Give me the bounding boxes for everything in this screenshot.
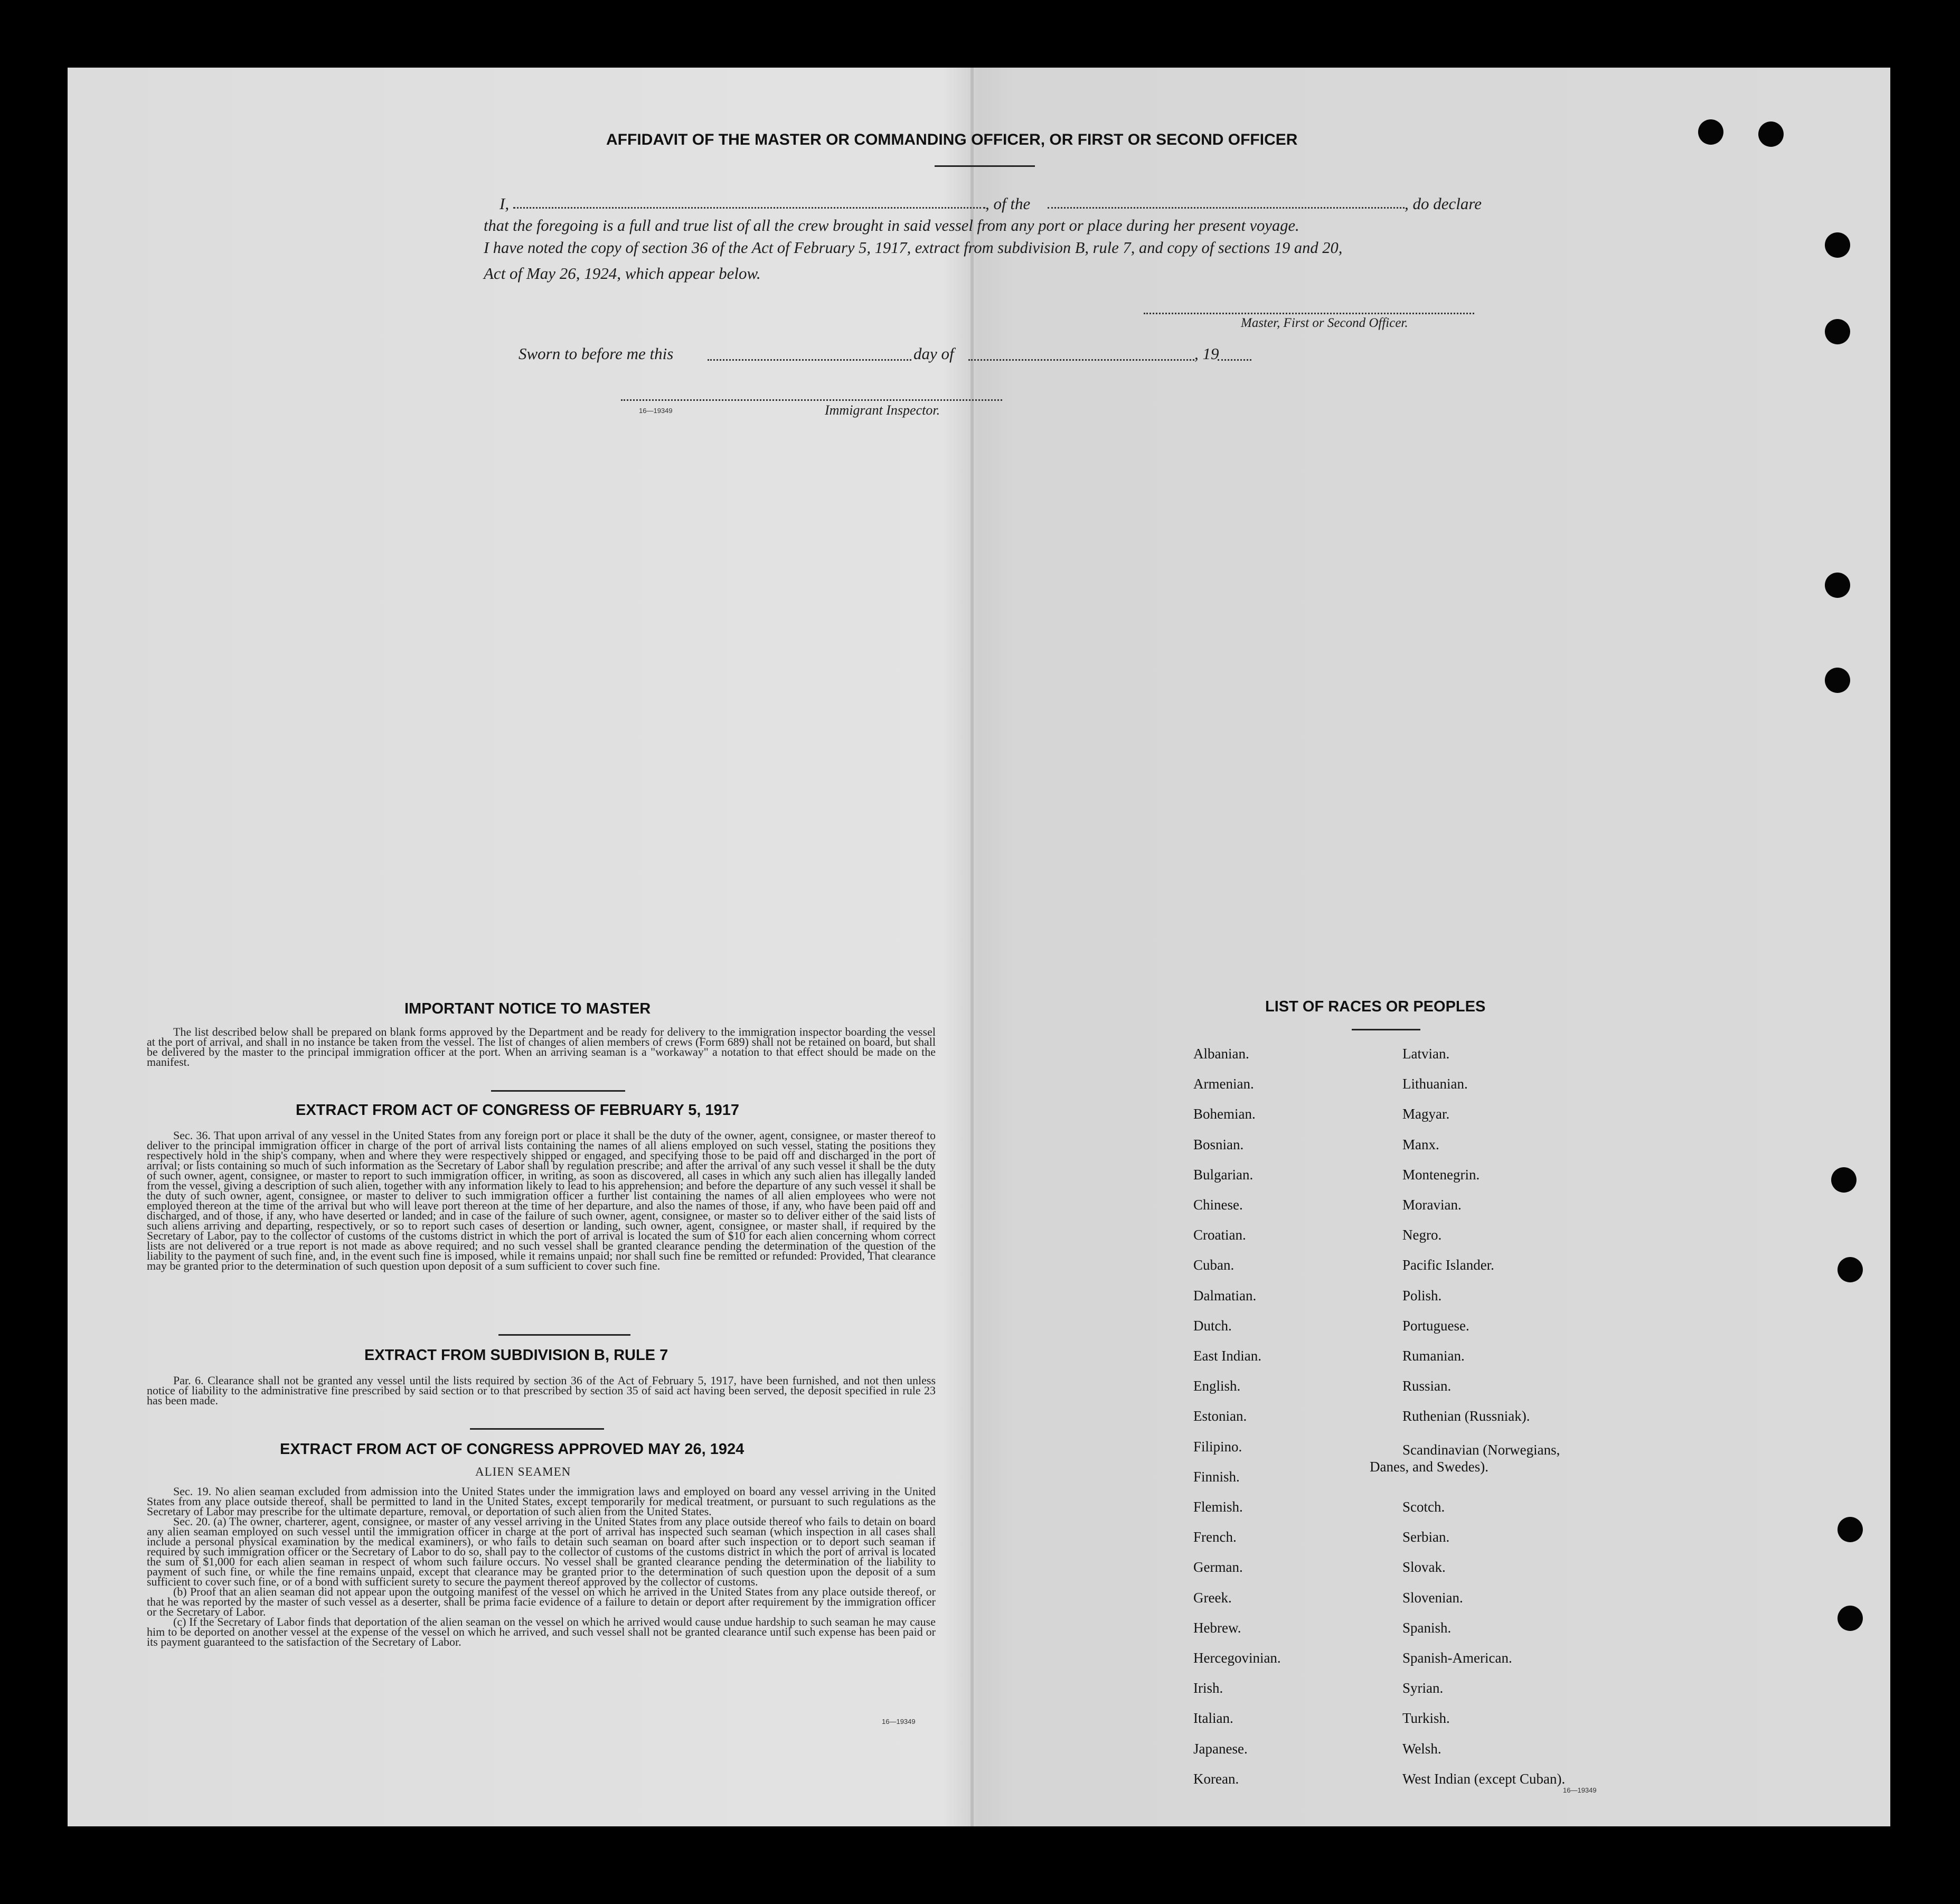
sec19-paragraph: Sec. 19. No alien seaman excluded from admission into the United States under the immigration laws and employed on board any vessel arriving in the United States from any place outside thereof, shall be permitted to land in the United States, except temporarily for medical treatment, or pursuant to such regulations as the Secretary of Labor may prescribe for the ultimate departure, removal, or deportation of such alien from the United States. [147, 1485, 936, 1518]
name-blank [513, 207, 985, 209]
race-item: Manx. [1402, 1136, 1439, 1152]
year-blank [1218, 359, 1251, 361]
affidavit-line1-end: , do declare [1405, 194, 1482, 213]
race-item: Dutch. [1193, 1317, 1232, 1334]
race-item: Moravian. [1402, 1197, 1462, 1213]
race-item: Bulgarian. [1193, 1166, 1254, 1183]
extract-rule7-title: EXTRACT FROM SUBDIVISION B, RULE 7 [364, 1347, 668, 1364]
affidavit-line3: I have noted the copy of section 36 of the Act of February 5, 1917, extract from subdivision B, rule 7, and copy of sections 19 and 20, [484, 239, 1343, 257]
race-item: Rumanian. [1402, 1348, 1465, 1364]
extract-1924-text [147, 1486, 936, 1647]
race-item: West Indian (except Cuban). [1402, 1770, 1566, 1787]
notice-paragraph: The list described below shall be prepared on blank forms approved by the Department and be ready for delivery to the immigration inspector boarding the vessel at the port of arrival, and shall in no instance be taken from the vessel. The list of changes of alien members of crews (Form 689) shall not be retained on board, but shall be delivered by the master to the principal immigration officer at the port. When an arriving seaman is a "workaway" a notation to that effect should be made on the manifest. [147, 1025, 936, 1068]
notice-title: IMPORTANT NOTICE TO MASTER [404, 1000, 651, 1017]
alien-seamen-subtitle: ALIEN SEAMEN [475, 1465, 571, 1478]
sworn-start: Sworn to before me this [519, 344, 674, 363]
race-item: Irish. [1193, 1680, 1223, 1696]
punch-hole [1838, 1606, 1863, 1631]
extract-rule7-text [147, 1375, 936, 1405]
race-item: Bohemian. [1193, 1106, 1256, 1122]
race-item: Japanese. [1193, 1740, 1248, 1757]
race-item: Lithuanian. [1402, 1076, 1468, 1092]
day-blank [708, 359, 911, 361]
race-item: Pacific Islander. [1402, 1257, 1494, 1273]
race-item: Ruthenian (Russniak). [1402, 1408, 1530, 1424]
punch-hole [1838, 1517, 1863, 1542]
punch-hole [1825, 319, 1850, 344]
extract-1917-title: EXTRACT FROM ACT OF CONGRESS OF FEBRUARY 5, 1917 [296, 1102, 740, 1119]
section-divider [470, 1428, 604, 1430]
affidavit-form-number: 16—19349 [639, 407, 673, 415]
race-item: Spanish-American. [1402, 1650, 1512, 1666]
races-divider [1352, 1029, 1420, 1030]
race-item: Korean. [1193, 1770, 1239, 1787]
affidavit-title: AFFIDAVIT OF THE MASTER OR COMMANDING OFFICER, OR FIRST OR SECOND OFFICER [606, 131, 1298, 148]
race-item: Finnish. [1193, 1468, 1240, 1485]
race-item: Slovenian. [1402, 1589, 1463, 1606]
affidavit-line2: that the foregoing is a full and true list of all the crew brought in said vessel from any port or place during her present voyage. [484, 217, 1299, 235]
race-item: Latvian. [1402, 1046, 1450, 1062]
signature-blank [1144, 313, 1474, 314]
race-item: Cuban. [1193, 1257, 1235, 1273]
par6-paragraph: Par. 6. Clearance shall not be granted any vessel until the lists required by section 36 of the Act of February 5, 1917, have been furnished, and not then unless notice of liability to the administrative fine prescribed by said section or to that prescribed by section 35 of said act having been served, the deposit specified in rule 23 has been made. [147, 1374, 936, 1407]
sworn-end: , 19 [1194, 344, 1219, 363]
race-item: Bosnian. [1193, 1136, 1244, 1152]
race-item: Greek. [1193, 1589, 1232, 1606]
vessel-blank [1048, 207, 1405, 209]
punch-hole [1698, 119, 1723, 145]
punch-hole [1825, 668, 1850, 693]
race-item: Portuguese. [1402, 1317, 1469, 1334]
master-label: Master, First or Second Officer. [1241, 316, 1408, 330]
race-item: Filipino. [1193, 1438, 1242, 1455]
race-item: Magyar. [1402, 1106, 1450, 1122]
race-item: Albanian. [1193, 1046, 1249, 1062]
sec20b-paragraph: (b) Proof that an alien seaman did not appear upon the outgoing manifest of the vessel on which he arrived in the United States from any place outside thereof, or that he was reported by the master of such vessel as a deserter, shall be prima facie evidence of a failure to detain or deport after requirement by the immigration officer or the Secretary of Labor. [147, 1585, 936, 1618]
race-item: Danes, and Swedes). [1370, 1458, 1488, 1475]
race-item: Dalmatian. [1193, 1287, 1257, 1303]
section-divider [498, 1334, 630, 1336]
race-item: Serbian. [1402, 1529, 1450, 1545]
race-item: Chinese. [1193, 1197, 1243, 1213]
race-item: Russian. [1402, 1378, 1452, 1394]
race-item: French. [1193, 1529, 1237, 1545]
extract-form-number: 16—19349 [882, 1718, 916, 1725]
race-item: Negro. [1402, 1227, 1442, 1243]
sec20a-paragraph: Sec. 20. (a) The owner, charterer, agent, consignee, or master of any vessel arriving in the United States from any place outside thereof who fails to detain on board any alien seaman employed on such vessel until the immigration officer in charge at the port of arrival has inspected such seaman (which inspection in all cases shall include a personal physical examination by the medical examiners), or who fails to detain such seaman on board after such inspection or to deport such seaman if required by such immigration officer or the Secretary of Labor to do so, shall pay to the collector of customs of the customs district in which the port of arrival is located the sum of $1,000 for each alien seaman in respect of whom such failure occurs. No vessel shall be granted clearance pending the determination of the liability to payment of such fine, or while the fine remains unpaid, except that clearance may be granted prior to the determination of such question upon the deposit of a sum sufficient to cover such fine, or of a bond with sufficient surety to secure the payment thereof approved by the collector of customs. [147, 1515, 936, 1588]
race-item: Syrian. [1402, 1680, 1444, 1696]
extract-1917-text [147, 1130, 936, 1271]
punch-hole [1831, 1167, 1857, 1193]
race-item: German. [1193, 1559, 1243, 1575]
race-item: Armenian. [1193, 1076, 1254, 1092]
sec20c-paragraph: (c) If the Secretary of Labor finds that deportation of the alien seaman on the vessel on which he arrived would cause undue hardship to such seaman he may cause him to be deported on another vessel at the expense of the vessel on which he arrived, and such vessel shall not be granted clearance until such expense has been paid or its payment guaranteed to the satisfaction of the Secretary of Labor. [147, 1615, 936, 1648]
affidavit-line1-mid: , of the [985, 194, 1031, 213]
race-item: East Indian. [1193, 1348, 1261, 1364]
page-fold [970, 68, 974, 1826]
races-title: LIST OF RACES OR PEOPLES [1265, 998, 1486, 1015]
affidavit-line1-start: I, [500, 194, 510, 213]
race-item: English. [1193, 1378, 1241, 1394]
race-item: Welsh. [1402, 1740, 1441, 1757]
punch-hole [1825, 232, 1850, 258]
race-item: Polish. [1402, 1287, 1442, 1303]
extract-1924-title: EXTRACT FROM ACT OF CONGRESS APPROVED MAY 26, 1924 [280, 1441, 745, 1458]
race-item: Slovak. [1402, 1559, 1446, 1575]
race-item: Scotch. [1402, 1499, 1445, 1515]
race-item: Turkish. [1402, 1710, 1450, 1727]
inspector-blank [621, 399, 1002, 401]
sworn-mid: day of [913, 344, 954, 363]
punch-hole [1758, 121, 1784, 147]
sec36-paragraph: Sec. 36. That upon arrival of any vessel in the United States from any foreign port or place it shall be the duty of the owner, agent, consignee, or master thereof to deliver to the principal immigration officer in charge of the port of arrival lists containing the names of all aliens employed on such vessel, stating the positions they respectively hold in the ship's company, when and where they were respectively shipped or engaged, and specifying those to be paid off and discharged in the port of arrival; or lists containing so much of such information as the Secretary of Labor shall by regulation prescribe; and after the arrival of any such vessel it shall be the duty of such owner, agent, consignee, or master to report to such immigration officer, in writing, as soon as discovered, all cases in which any such alien has illegally landed from the vessel, giving a description of such alien, together with any information likely to lead to his apprehension; and before the departure of any such vessel it shall be the duty of such owner, agent, consignee, or master to deliver to such immigration officer a further list containing the names of all alien employees who were not employed thereon at the time of the arrival but who will leave port thereon at the time of her departure, and also the names of those, if any, who have been paid off and discharged, and of those, if any, who have deserted or landed; and in case of the failure of such owner, agent, consignee, or master so to deliver either of the said lists of such aliens arriving and departing, respectively, or so to report such cases of desertion or landing, such owner, agent, consignee, or master shall, if required by the Secretary of Labor, pay to the collector of customs of the customs district in which the port of arrival is located the sum of $10 for each alien concerning whom correct lists are not delivered or a true report is not made as above required; and no such vessel shall be granted clearance pending the determination of the question of the liability to the payment of such fine, and, in the event such fine is imposed, while it remains unpaid; nor shall such fine be remitted or refunded: Provided, That clearance may be granted prior to the determination of such question upon deposit of a sum sufficient to cover such fine. [147, 1129, 936, 1272]
race-item: Hercegovinian. [1193, 1650, 1281, 1666]
affidavit-line4: Act of May 26, 1924, which appear below. [484, 264, 761, 283]
punch-hole [1825, 573, 1850, 598]
race-item: Flemish. [1193, 1499, 1243, 1515]
section-divider [491, 1090, 625, 1092]
title-divider [935, 165, 1035, 167]
punch-hole [1838, 1257, 1863, 1282]
race-item: Montenegrin. [1402, 1166, 1480, 1183]
inspector-label: Immigrant Inspector. [825, 402, 940, 418]
race-item: Croatian. [1193, 1227, 1246, 1243]
month-blank [968, 359, 1194, 361]
race-item: Spanish. [1402, 1619, 1452, 1636]
race-item: Italian. [1193, 1710, 1233, 1727]
race-item: Estonian. [1193, 1408, 1247, 1424]
races-form-number: 16—19349 [1563, 1786, 1597, 1794]
notice-text [147, 1027, 936, 1067]
race-item: Hebrew. [1193, 1619, 1241, 1636]
race-item: Scandinavian (Norwegians, [1402, 1441, 1560, 1458]
